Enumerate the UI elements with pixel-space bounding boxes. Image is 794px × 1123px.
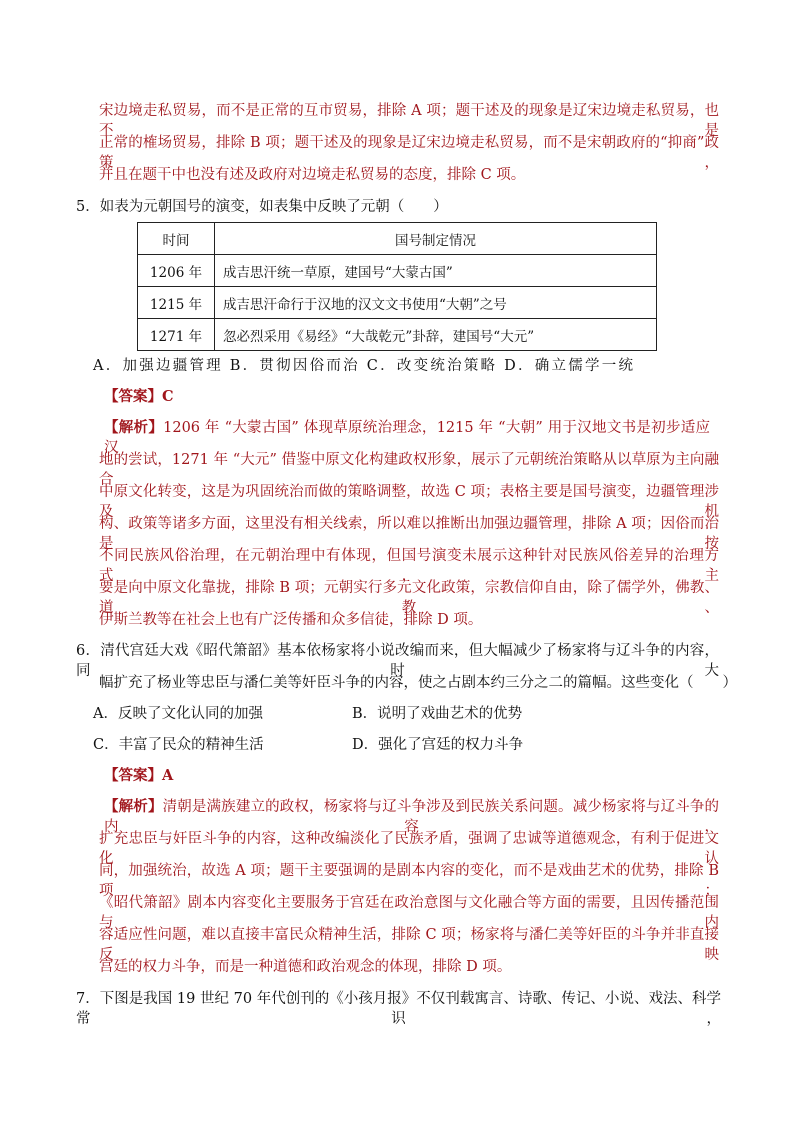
q5-answer bbox=[104, 387, 174, 407]
q6-explanation-line-3: 同，加强统治，故选 A 项；题干主要强调的是剧本内容的变化，而不是戏曲艺术的优势，排除 B 项； bbox=[99, 863, 719, 899]
q5-table bbox=[137, 222, 657, 351]
table-row bbox=[138, 319, 657, 351]
q6-explanation-line-4: 《昭代箫韶》剧本内容变化主要服务于宫廷在政治意图与文化融合等方面的需要，且因传播范围与内 bbox=[99, 895, 719, 931]
q5-stem: 5．如表为元朝国号的演变，如表集中反映了元朝（ ） bbox=[76, 199, 448, 215]
q6-explanation-line-2: 扩充忠臣与奸臣斗争的内容，这种改编淡化了民族矛盾，强调了忠诚等道德观念，有利于促进文化认 bbox=[99, 831, 719, 867]
q6-explanation-line-6: 宫廷的权力斗争，而是一种道德和政治观念的体现，排除 D 项。 bbox=[99, 959, 512, 975]
table-header-time: 时间 bbox=[138, 223, 215, 255]
prev-explanation-line-1: 宋边境走私贸易，而不是正常的互市贸易，排除 A 项；题干述及的现象是辽宋边境走私贸易，也不是 bbox=[99, 103, 719, 139]
explanation-label: 【解析】 bbox=[104, 419, 164, 436]
answer-label: 【答案】 bbox=[104, 767, 162, 784]
table-cell-desc: 成吉思汗命行于汉地的汉文文书使用“大朝”之号 bbox=[215, 287, 657, 319]
q6-stem-line-1: 6．清代宫廷大戏《昭代箫韶》基本依杨家将小说改编而来，但大幅减少了杨家将与辽斗争的内容，同时大 bbox=[76, 643, 719, 679]
q5-explanation-line-5: 不同民族风俗治理，在元朝治理中有体现，但国号演变未展示这种针对民族风俗差异的治理方式，主 bbox=[99, 548, 719, 584]
table-header-name: 国号制定情况 bbox=[215, 223, 657, 255]
explanation-text: 清朝是满族建立的政权，杨家将与辽斗争涉及到民族关系问题。减少杨家将与辽斗争的内容， bbox=[104, 799, 720, 835]
q6-option-d: D．强化了宫廷的权力斗争 bbox=[352, 737, 524, 753]
q5-explanation-line-4: 构、政策等诸多方面，这里没有相关线索，所以难以推断出加强边疆管理，排除 A 项；因俗而治是按 bbox=[99, 516, 719, 552]
prev-explanation-line-2: 正常的榷场贸易，排除 B 项；题干述及的现象是辽宋边境走私贸易，而不是宋朝政府的“抑商”政策， bbox=[99, 135, 719, 171]
q7-stem-line-1: 7．下图是我国 19 世纪 70 年代创刊的《小孩月报》不仅刊载寓言、诗歌、传记、小说、戏法、科学常识， bbox=[76, 991, 721, 1027]
q6-stem-line-2: 幅扩充了杨业等忠臣与潘仁美等奸臣斗争的内容，使之占剧本约三分之二的篇幅。这些变化（ ） bbox=[99, 675, 737, 691]
answer-value: C bbox=[162, 388, 174, 405]
table-header-row bbox=[138, 223, 657, 255]
q5-explanation-line-6: 要是向中原文化靠拢，排除 B 项；元朝实行多元文化政策，宗教信仰自由，除了儒学外，佛教、道教、 bbox=[99, 580, 719, 616]
q6-answer bbox=[104, 766, 173, 786]
q5-explanation-line-7: 伊斯兰教等在社会上也有广泛传播和众多信徒，排除 D 项。 bbox=[99, 612, 483, 628]
q6-option-b: B．说明了戏曲艺术的优势 bbox=[352, 706, 523, 722]
table-row bbox=[138, 255, 657, 287]
table-cell-year: 1206 年 bbox=[138, 255, 215, 287]
prev-explanation-line-3: 并且在题干中也没有述及政府对边境走私贸易的态度，排除 C 项。 bbox=[99, 167, 526, 183]
q6-option-a: A．反映了文化认同的加强 bbox=[93, 706, 263, 722]
explanation-text: 1206 年 “大蒙古国” 体现草原统治理念，1215 年 “大朝” 用于汉地文书是初步适应汉 bbox=[104, 420, 711, 456]
q5-options: A．加强边疆管理 B．贯彻因俗而治 C．改变统治策略 D．确立儒学一统 bbox=[93, 358, 633, 374]
explanation-label: 【解析】 bbox=[104, 798, 163, 815]
table-cell-year: 1271 年 bbox=[138, 319, 215, 351]
q6-explanation-line-5: 容适应性问题，难以直接丰富民众精神生活，排除 C 项；杨家将与潘仁美等奸臣的斗争并非直接反映 bbox=[99, 927, 719, 963]
table-cell-year: 1215 年 bbox=[138, 287, 215, 319]
answer-value: A bbox=[162, 767, 174, 784]
q5-explanation-line-2: 地的尝试，1271 年 “大元” 借鉴中原文化构建政权形象，展示了元朝统治策略从以草原为主向融合 bbox=[99, 452, 719, 488]
answer-label: 【答案】 bbox=[104, 388, 162, 405]
q6-option-c: C．丰富了民众的精神生活 bbox=[93, 737, 264, 753]
table-cell-desc: 忽必烈采用《易经》“大哉乾元”卦辞，建国号“大元” bbox=[215, 319, 657, 351]
q5-explanation-line-3: 中原文化转变，这是为巩固统治而做的策略调整，故选 C 项；表格主要是国号演变，边疆管理涉及机 bbox=[99, 484, 719, 520]
table-row bbox=[138, 287, 657, 319]
table-cell-desc: 成吉思汗统一草原，建国号“大蒙古国” bbox=[215, 255, 657, 287]
